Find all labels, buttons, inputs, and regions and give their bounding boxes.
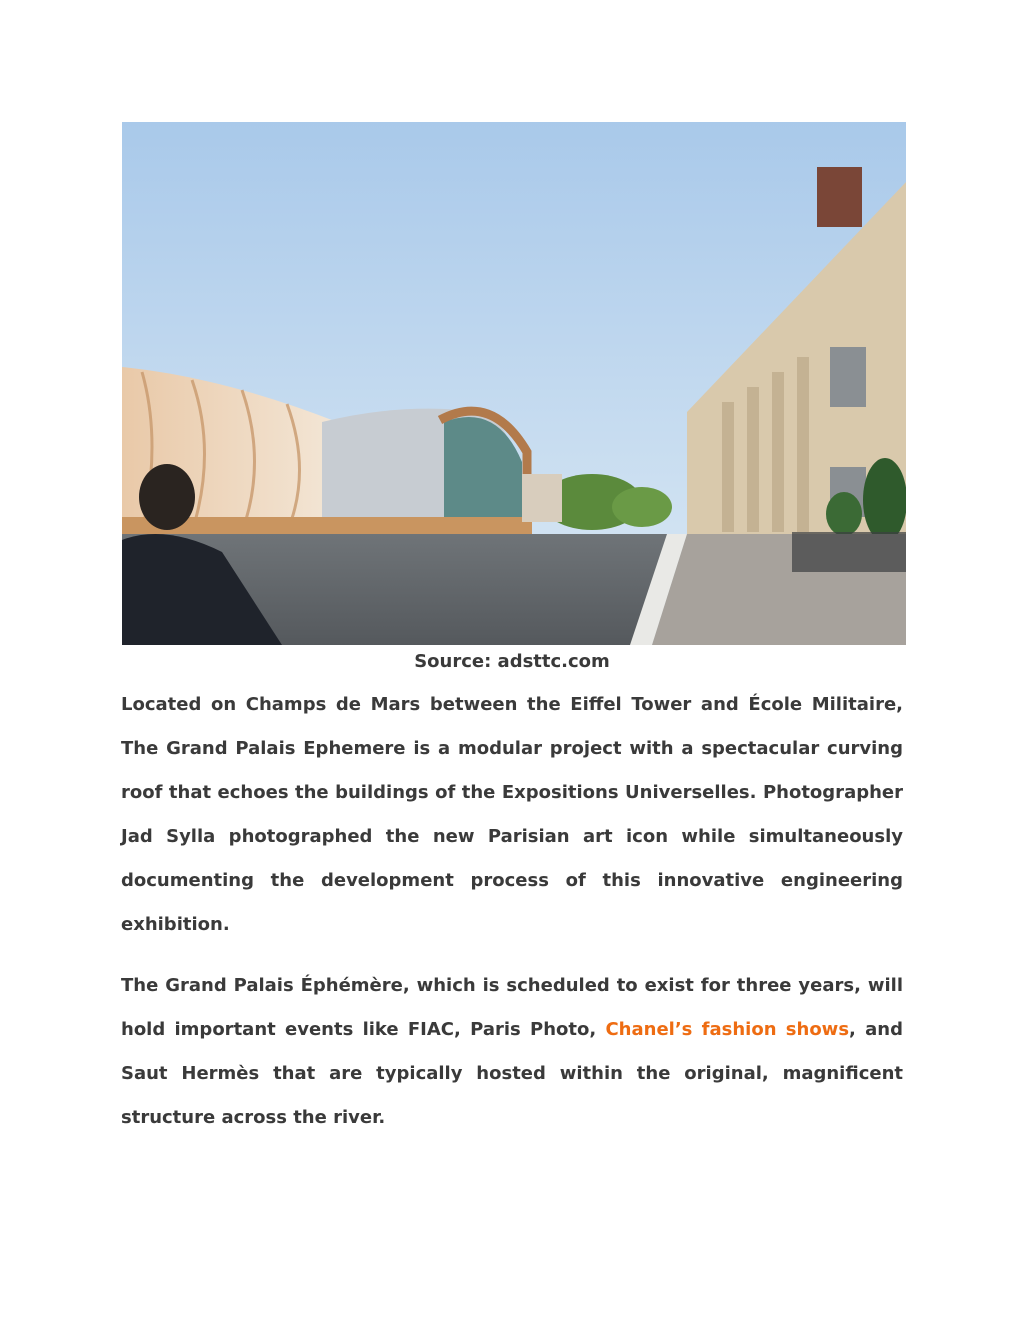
paragraph-text-after-link: , and Saut Hermès that are typically hosted within the original, magnificent structure across the river. <box>121 1019 903 1128</box>
paragraph-text-before-link: The Grand Palais Éphémère, which is scheduled to exist for three years, will hold important events like FIAC, Paris Photo, <box>121 975 903 1040</box>
grand-palais-photo <box>122 122 906 645</box>
chanel-fashion-shows-link[interactable]: Chanel’s fashion shows <box>605 1019 850 1040</box>
paragraph-grand-palais-intro: Located on Champs de Mars between the Eiffel Tower and École Militaire, The Grand Palais Ephemere is a modular project with a spectacular curving roof that echoes the buildings of the Expositions Universelles. Photographer Jad Sylla photographed the new Parisian art icon while simultaneously documenting the development process of this innovative engineering exhibition. <box>121 694 903 935</box>
image-caption: Source: adsttc.com <box>414 651 610 672</box>
grand-palais-photo-illustration <box>122 122 906 645</box>
paragraph-grand-palais-events <box>121 964 903 1140</box>
